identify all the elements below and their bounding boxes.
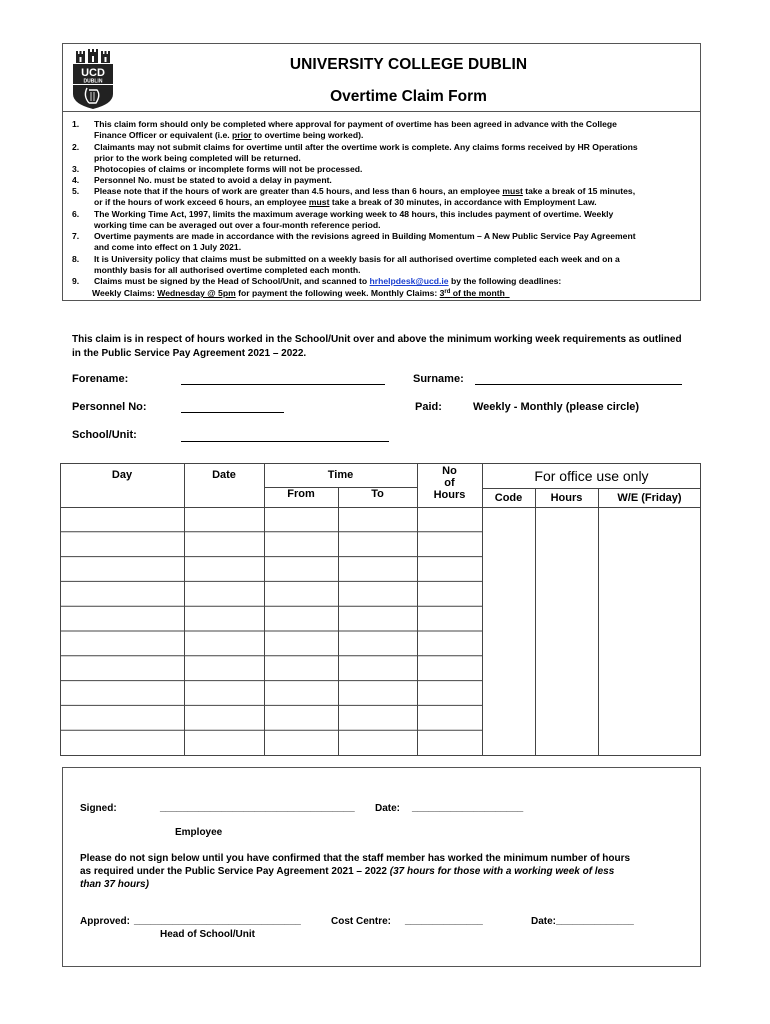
head-of-school-caption: Head of School/Unit xyxy=(160,929,255,940)
approval-date-label: Date: xyxy=(531,916,557,927)
overtime-claims-table xyxy=(60,463,701,756)
signed-label: Signed: xyxy=(80,803,117,814)
code-header: Code xyxy=(494,492,523,504)
note-8: 8. It is University policy that claims must be submitted on a weekly basis for all authorised overtime completed each week and on a monthly basis for all authorised overtime completed each month. xyxy=(72,254,620,276)
forename-input[interactable] xyxy=(181,384,385,385)
paid-options[interactable]: Weekly - Monthly (please circle) xyxy=(473,401,640,413)
we-friday-header: W/E (Friday) xyxy=(617,492,682,504)
hr-helpdesk-email-link[interactable]: hrhelpdesk@ucd.ie xyxy=(369,276,449,286)
institution-name: UNIVERSITY COLLEGE DUBLIN xyxy=(289,56,528,73)
office-hours-header: Hours xyxy=(550,492,583,504)
note-9: 9. Claims must be signed by the Head of School/Unit, and scanned to hrhelpdesk@ucd.ie by the following deadlines: xyxy=(72,276,562,286)
employee-caption: Employee xyxy=(175,827,223,838)
personnel-no-label: Personnel No: xyxy=(72,401,147,413)
office-use-header: For office use only xyxy=(534,468,649,484)
approval-date-line[interactable]: ______________ xyxy=(556,915,634,926)
time-header: Time xyxy=(327,469,354,481)
day-header: Day xyxy=(111,469,133,481)
school-unit-label: School/Unit: xyxy=(72,429,137,441)
personnel-no-input[interactable] xyxy=(181,412,284,413)
date-label: Date: xyxy=(375,803,401,814)
to-header: To xyxy=(371,488,384,500)
ucd-crest-logo xyxy=(70,48,116,110)
intro-text: This claim is in respect of hours worked in the School/Unit over and above the minimum working week requirements as outlined in the Public Service Pay Agreement 2021 – 2022. xyxy=(72,334,682,359)
date-header: Date xyxy=(212,469,236,481)
approver-signature-line[interactable]: ______________________________ xyxy=(134,915,301,926)
surname-label: Surname: xyxy=(413,373,464,385)
approval-warning: Please do not sign below until you have confirmed that the staff member has worked the minimum number of hours as required under the Public Service Pay Agreement 2021 – 2022 (37 hours for those with a working week of less than 37 hours) xyxy=(80,853,631,890)
cost-centre-line[interactable]: ______________ xyxy=(405,915,483,926)
from-header: From xyxy=(287,488,315,500)
note-5: 5. Please note that if the hours of work are greater than 4.5 hours, and less than 6 hours, an employee must take a break of 15 minutes, or if the hours of work exceed 6 hours, an employee must take a break of 30 minutes, in accordance with Employment Law. xyxy=(72,186,636,208)
note-2: 2. Claimants may not submit claims for overtime until after the overtime work is complete. Any claims forms received by HR Operations prior to the work being completed will be returned. xyxy=(72,142,638,164)
employee-date-line[interactable]: ____________________ xyxy=(412,802,524,813)
approved-label: Approved: xyxy=(80,916,130,927)
cost-centre-label: Cost Centre: xyxy=(331,916,392,927)
school-unit-input[interactable] xyxy=(181,441,389,442)
employee-signature-line[interactable]: ___________________________________ xyxy=(160,802,355,813)
table-grid xyxy=(60,463,701,756)
no-of-hours-header: No of Hours xyxy=(433,465,466,501)
paid-label: Paid: xyxy=(415,401,442,413)
surname-input[interactable] xyxy=(475,384,682,385)
note-7: 7. Overtime payments are made in accordance with the revisions agreed in Building Momentum – A New Public Service Pay Agreement and come into effect on 1 July 2021. xyxy=(72,231,636,253)
svg-text:UCD: UCD xyxy=(81,67,105,79)
svg-text:DUBLIN: DUBLIN xyxy=(83,78,103,85)
form-title: Overtime Claim Form xyxy=(330,88,487,105)
note-1: 1. This claim form should only be completed where approval for payment of overtime has been agreed in advance with the College Finance Officer or equivalent (i.e. prior to overtime being worked). xyxy=(72,119,617,141)
forename-label: Forename: xyxy=(72,373,129,385)
note-6: 6. The Working Time Act, 1997, limits the maximum average working week to 48 hours, this includes payment of overtime. Weekly working time can be averaged out over a four-month reference period. xyxy=(72,209,614,231)
